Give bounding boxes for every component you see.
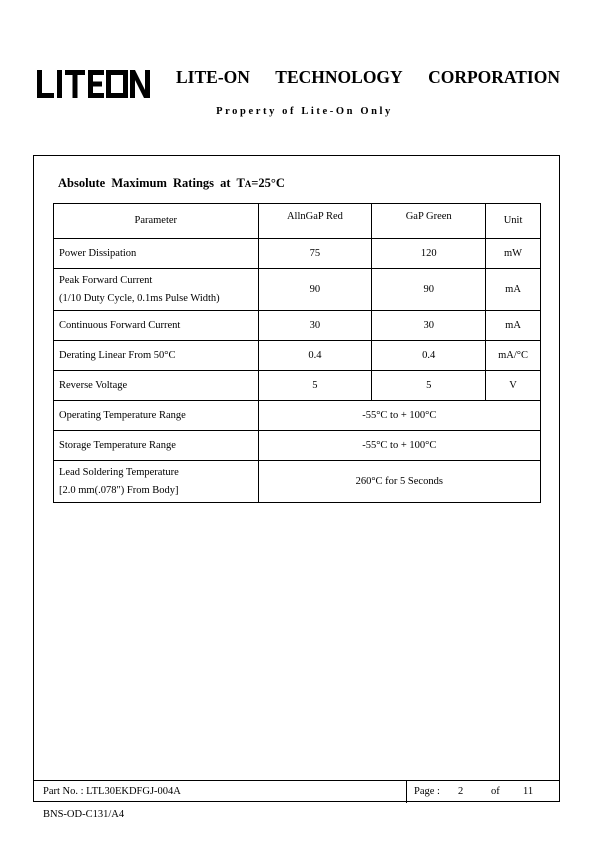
table-row [54,431,541,461]
cell-red: 5 [258,371,372,401]
page-label: Page : [414,786,440,797]
cell-green: 30 [372,311,486,341]
cell-param [54,269,259,311]
cell-unit: mA [486,311,541,341]
company-word-2: TECHNOLOGY [275,67,403,87]
header-green: GaP Green [372,204,486,239]
company-word-3: CORPORATION [428,67,560,87]
cell-green: 5 [372,371,486,401]
table-row [54,341,541,371]
cell-param: Power Dissipation [54,239,259,269]
section-title-subscript: A [244,179,252,189]
page-total: 11 [523,786,534,797]
footer-divider [406,781,407,803]
cell-param-line1: Lead Soldering Temperature [59,466,179,478]
table-row [54,311,541,341]
cell-param [54,461,259,503]
cell-param-line1: Peak Forward Current [59,274,153,286]
cell-param-line2: (1/10 Duty Cycle, 0.1ms Pulse Width) [59,292,220,304]
cell-unit: mA/°C [486,341,541,371]
header-parameter: Parameter [54,204,259,239]
cell-param: Operating Temperature Range [54,401,259,431]
cell-value-span: -55°C to + 100°C [258,431,540,461]
company-word-1: LITE-ON [176,67,250,87]
header-red: AllnGaP Red [258,204,372,239]
cell-red: 90 [258,269,372,311]
section-title [58,176,285,191]
cell-param: Reverse Voltage [54,371,259,401]
cell-red: 30 [258,311,372,341]
cell-param-line2: [2.0 mm(.078") From Body] [59,484,179,496]
cell-param: Derating Linear From 50°C [54,341,259,371]
property-note: Property of Lite-On Only [216,106,393,117]
company-name [176,67,560,88]
cell-green: 90 [372,269,486,311]
cell-green: 120 [372,239,486,269]
cell-red: 75 [258,239,372,269]
page-of-label: of [491,786,500,797]
table-header-row [54,204,541,239]
cell-param: Storage Temperature Range [54,431,259,461]
cell-unit: mW [486,239,541,269]
cell-param: Continuous Forward Current [54,311,259,341]
page-number: 2 [458,786,464,797]
cell-unit: V [486,371,541,401]
table-row [54,401,541,431]
cell-green: 0.4 [372,341,486,371]
part-number: Part No. : LTL30EKDFGJ-004A [43,786,181,797]
table-row [54,461,541,503]
document-number: BNS-OD-C131/A4 [43,809,125,820]
header-unit: Unit [486,204,541,239]
footer-row [33,780,560,803]
table-row [54,371,541,401]
cell-unit: mA [486,269,541,311]
ratings-table [53,203,541,503]
liteon-logo [37,69,150,99]
table-row [54,269,541,311]
table-row [54,239,541,269]
section-title-main: Absolute Maximum Ratings at T [58,176,245,190]
section-title-end: =25°C [251,176,285,190]
cell-value-span: 260°C for 5 Seconds [258,461,540,503]
cell-red: 0.4 [258,341,372,371]
cell-value-span: -55°C to + 100°C [258,401,540,431]
